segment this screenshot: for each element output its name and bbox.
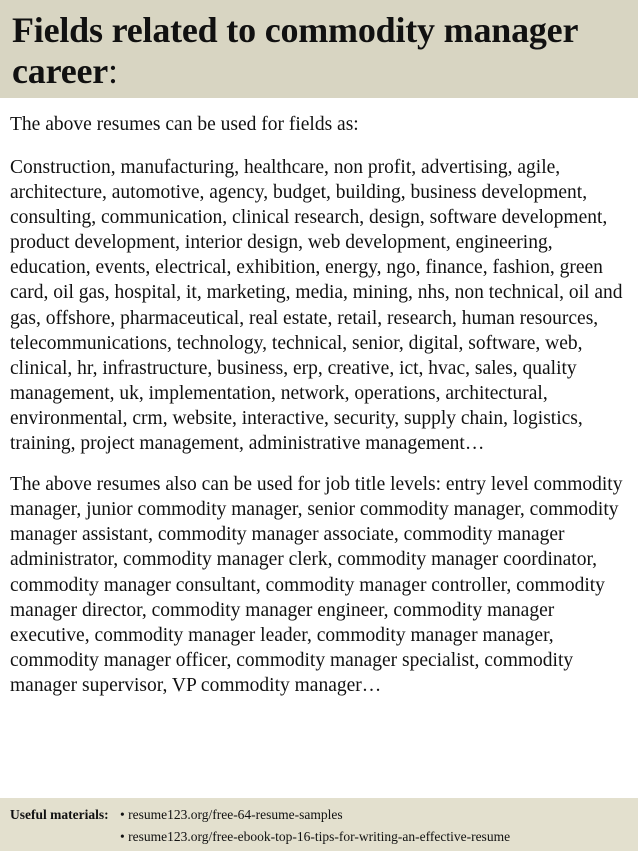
resume-samples-link[interactable]: • resume123.org/free-64-resume-samples: [120, 807, 343, 822]
job-levels-paragraph: The above resumes also can be used for job title levels: entry level commodity manager, junior commodity manager, senior commodity manager, commodity manager assistant, commodity manager associate, commodity manager administrator, commodity manager clerk, commodity manager coordinator, commodity manager consultant, commodity manager controller, commodity manager director, commodity manager engineer, commodity manager executive, commodity manager leader, commodity manager manager, commodity manager officer, commodity manager specialist, commodity manager supervisor, VP commodity manager…: [10, 474, 623, 696]
useful-materials-label: Useful materials:: [10, 807, 109, 822]
resume-ebook-link[interactable]: • resume123.org/free-ebook-top-16-tips-for-writing-an-effective-resume: [120, 829, 511, 844]
page-title: [12, 10, 612, 92]
main-content: [10, 112, 632, 698]
page-title-colon: :: [108, 51, 118, 91]
useful-materials-footer: [0, 798, 638, 851]
title-banner: [0, 0, 638, 98]
intro-text: The above resumes can be used for fields as:: [10, 114, 359, 135]
page-title-text: Fields related to commodity manager career: [12, 10, 578, 91]
fields-paragraph: Construction, manufacturing, healthcare, non profit, advertising, agile, architecture, automotive, agency, budget, building, business development, consulting, communication, clinical research, design, software development, product development, interior design, web development, engineering, education, events, electrical, exhibition, energy, ngo, finance, fashion, green card, oil gas, hospital, it, marketing, media, mining, nhs, non technical, oil and gas, offshore, pharmaceutical, real estate, retail, research, human resources, telecommunications, technology, technical, senior, digital, software, web, clinical, hr, infrastructure, business, erp, creative, ict, hvac, sales, quality management, uk, implementation, network, operations, architectural, environmental, crm, website, interactive, security, supply chain, logistics, training, project management, administrative management…: [10, 157, 623, 455]
